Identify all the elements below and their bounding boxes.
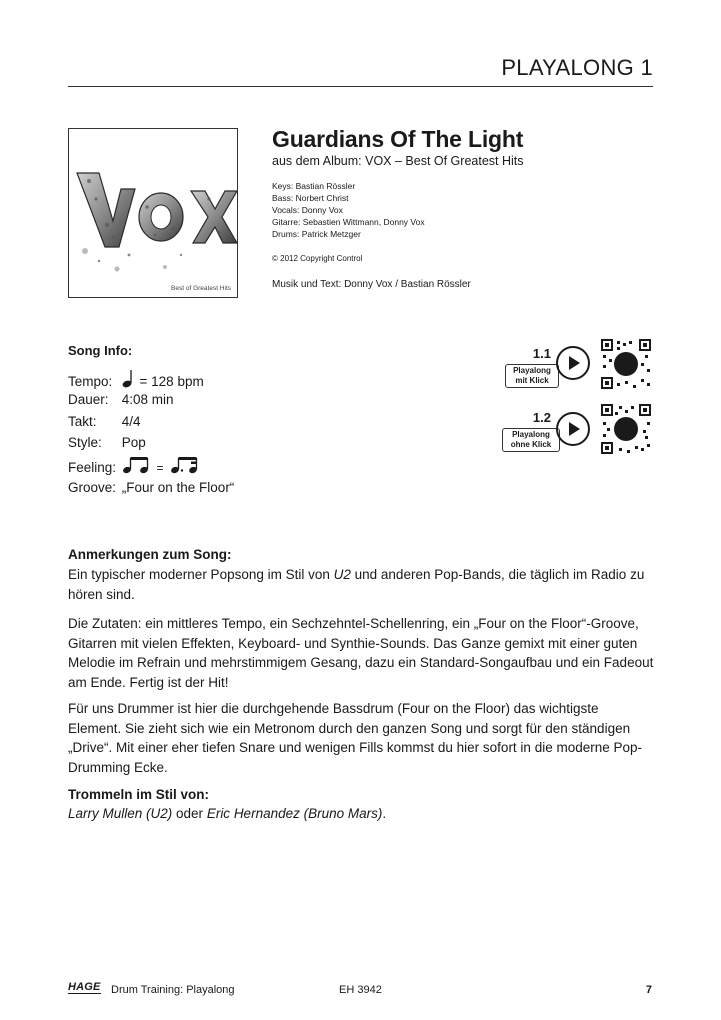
- notes-paragraph-2: Die Zutaten: ein mittleres Tempo, ein Sechzehntel-Schellenring, ein „Four on the Floor“-Groove, Gitarren mit vielen Effekten, Keyboard- und Synthie-Sounds. Das Ganze gemixt mit einer guten Melodie im Refrain und mehrstimmigem Gesang, dazu ein Standard-Songaufbau und ein Fadeout am Ende. Fertig ist der Hit!: [68, 616, 654, 690]
- drummers-heading: Trommeln im Stil von:: [68, 787, 210, 802]
- feeling-equals: =: [156, 461, 164, 475]
- track-1-2-number: 1.2: [532, 410, 551, 425]
- track-1-1-line1: Playalong: [513, 366, 551, 375]
- notes-p1-text-a: Ein typischer moderner Popsong im Stil von: [68, 567, 334, 582]
- song-info-heading: Song Info:: [68, 343, 133, 358]
- groove-row: [68, 478, 234, 498]
- page-number: 7: [645, 984, 652, 996]
- track-1-1-number: 1.1: [532, 346, 551, 361]
- song-title: Guardians Of The Light: [272, 126, 524, 152]
- footer-series: Drum Training: Playalong: [111, 984, 235, 996]
- drummers-joiner: oder: [172, 806, 207, 821]
- style-label: Style:: [68, 435, 102, 450]
- play-icon: [567, 421, 581, 437]
- notes-paragraph-3: Für uns Drummer ist hier die durchgehende Bassdrum (Four on the Floor) das wichtigste Element. Sie zieht sich wie ein Metronom durch den ganzen Song und sorgt für den ständigen „Drive“. Mit einer eher tiefen Snare und wenigen Fills kommst du hier sofort in die moderne Pop-Drumming Ecke.: [68, 701, 643, 775]
- duration-label: Dauer:: [68, 392, 109, 407]
- cover-caption: Best of Greatest Hits: [171, 285, 231, 292]
- album-line: aus dem Album: VOX – Best Of Greatest Hits: [272, 154, 524, 168]
- music-text-credit: Musik und Text: Donny Vox / Bastian Rössler: [272, 279, 471, 290]
- credit-keys: Keys: Bastian Rössler: [272, 181, 356, 191]
- track-1-2-line2: ohne Klick: [510, 440, 552, 449]
- credit-guitar: Gitarre: Sebastien Wittmann, Donny Vox: [272, 217, 425, 227]
- drummer-name-2: Eric Hernandez (Bruno Mars): [206, 806, 383, 821]
- tempo-label: Tempo:: [68, 374, 113, 389]
- notes-p1-band: U2: [333, 567, 351, 582]
- credit-bass: Bass: Norbert Christ: [272, 193, 349, 203]
- tempo-value: = 128 bpm: [139, 374, 204, 389]
- play-track-1-2-button[interactable]: [556, 412, 590, 446]
- meter-row: [68, 412, 141, 432]
- qr-code-track-1-2[interactable]: [601, 404, 651, 454]
- credit-vocals: Vocals: Donny Vox: [272, 205, 343, 215]
- hage-logo: HAGE: [68, 981, 101, 993]
- drummers-end: .: [382, 806, 387, 821]
- notes-paragraph-1: [68, 565, 654, 604]
- notes-heading: Anmerkungen zum Song:: [68, 547, 232, 562]
- feeling-row: [68, 455, 200, 475]
- tempo-row: [68, 369, 204, 389]
- copyright: © 2012 Copyright Control: [272, 254, 363, 263]
- footer-code: EH 3942: [339, 984, 382, 996]
- drummer-name-1: Larry Mullen (U2): [68, 806, 173, 821]
- groove-label: Groove:: [68, 480, 117, 495]
- page-header-title: PLAYALONG 1: [501, 55, 653, 80]
- meter-label: Takt:: [68, 414, 97, 429]
- notes-p1-text-b: und anderen Pop-Bands, die täglich im Radio zu hören sind.: [68, 567, 645, 602]
- vox-logo-image: [69, 129, 238, 298]
- duration-value: 4:08 min: [121, 392, 174, 407]
- track-1-2-label: [502, 428, 560, 452]
- qr-code-track-1-1[interactable]: [601, 339, 651, 389]
- style-row: [68, 433, 146, 453]
- header-divider: [68, 86, 653, 87]
- track-1-1-label: [505, 364, 559, 388]
- drummers-line: [68, 804, 654, 824]
- album-cover: [68, 128, 238, 298]
- meter-value: 4/4: [121, 414, 141, 429]
- credits-list: [272, 180, 425, 240]
- duration-row: [68, 390, 174, 410]
- groove-value: „Four on the Floor“: [121, 480, 235, 495]
- track-1-1-line2: mit Klick: [515, 376, 549, 385]
- credit-drums: Drums: Patrick Metzger: [272, 229, 361, 239]
- feeling-label: Feeling:: [68, 460, 117, 475]
- style-value: Pop: [121, 435, 146, 450]
- track-1-2-line1: Playalong: [512, 430, 550, 439]
- play-track-1-1-button[interactable]: [556, 346, 590, 380]
- play-icon: [567, 355, 581, 371]
